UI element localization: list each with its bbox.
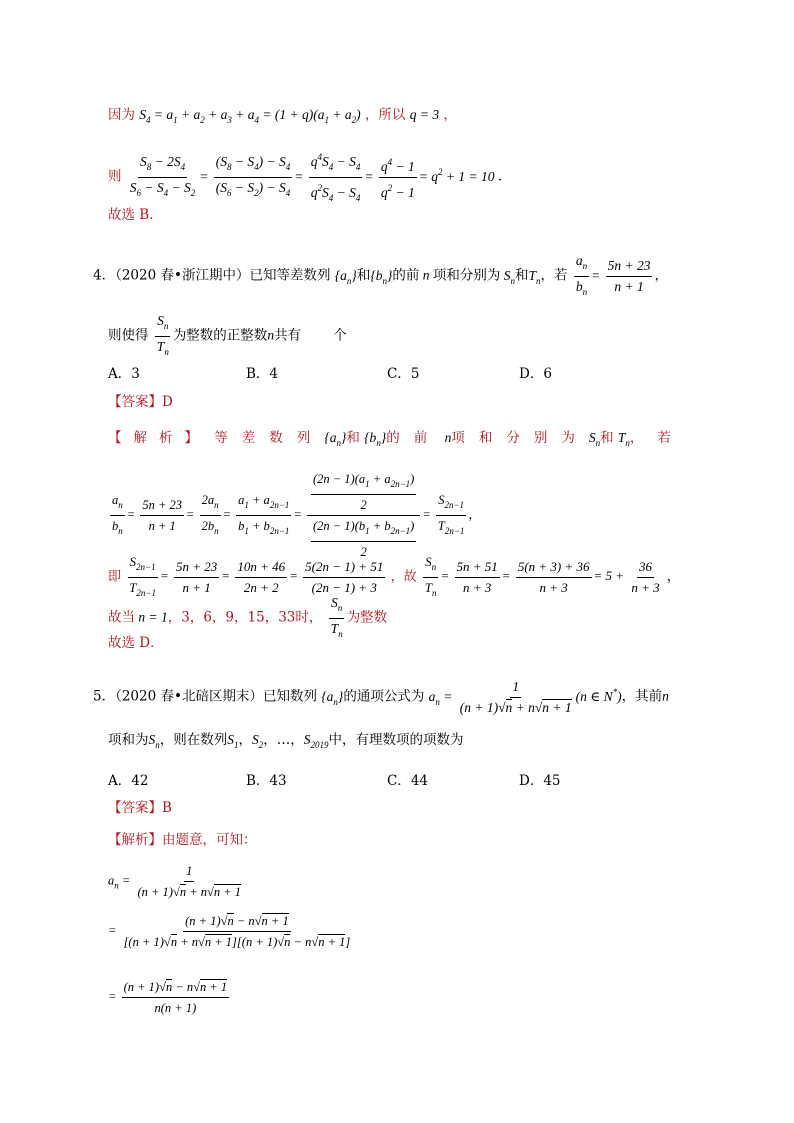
- q4-conclusion: 故选 D．: [108, 635, 164, 651]
- analysis-text: 等差数列: [214, 430, 325, 446]
- answer-tag: 【答案】: [108, 800, 162, 816]
- sol3-conclusion: 故选 B．: [108, 207, 163, 223]
- q4-option-b: B．4: [246, 366, 279, 382]
- q5-analysis-intro: [108, 831, 257, 849]
- q5-option-d: D．45: [519, 773, 561, 789]
- question-source: （2020 春•北碚区期末）: [115, 688, 263, 705]
- q4-text: 和: [356, 267, 371, 284]
- q4-text: ，: [654, 267, 668, 284]
- q4-analysis-line4: 故当 n = 1，3，6，9，15，33时， $\frac{S_n}{T_n}$ 为整数: [108, 595, 388, 639]
- q4-text: 共有: [274, 327, 302, 344]
- analysis-text: 为整数: [346, 609, 388, 626]
- sol3-text: ．: [497, 168, 512, 185]
- analysis-text: ，故: [390, 569, 417, 585]
- q5-derivation-3: = $\frac{(n + 1)√n - n√n + 1}{n(n + 1)}$: [108, 980, 228, 1015]
- q5-text: 项和为: [108, 732, 149, 748]
- question-source: （2020 春•浙江期中）: [115, 267, 250, 284]
- q5-stem-line1: 5．（2020 春•北碚区期末）已知数列 $\{a_n\}$的通项公式为 $a_n$ = $\frac{1}{(n + 1)√n + n√n + 1}$ (n ∈ N*)，其前n: [93, 679, 669, 715]
- q4-option-d: D．6: [519, 366, 552, 382]
- q5-derivation-1: $a_n$ = $\frac{1}{(n + 1)√n + n√n + 1}$: [108, 864, 242, 899]
- q5-derivation-2: = $\frac{(n + 1)√n - n√n + 1}{[(n + 1)√n + n√n + 1][(n + 1)√n - n√n + 1]}$: [108, 914, 351, 949]
- analysis-text: 和: [600, 430, 614, 446]
- q4-answer: [108, 393, 173, 411]
- q4-text: 则使得: [108, 327, 149, 344]
- analysis-text: 故当: [108, 609, 135, 626]
- analysis-text: ，: [666, 569, 680, 585]
- analysis-tag: 【解析】: [108, 832, 162, 848]
- question-number: 4．: [93, 267, 116, 284]
- q4-text: 项和分别为: [432, 267, 501, 284]
- q4-option-c: C．5: [387, 366, 420, 382]
- q5-text: 的通项公式为: [343, 688, 425, 705]
- q4-analysis-line1: 【解析】 等差数列$\{a_n\}$和 $\{b_n\}$的前 n项和分别为$S_n$和 $T_n$，若: [108, 430, 685, 448]
- sol3-text: ，所以: [364, 107, 406, 123]
- sol3-line1: 因为 $S_4 = a_1 + a_2 + a_3 + a_4 = (1 + q)(a_1 + a_2)$ ，所以 q = 3 ，: [108, 107, 457, 125]
- q4-text: 已知等差数列: [249, 267, 331, 284]
- q5-text: ，其前: [621, 688, 663, 705]
- analysis-text: 的前: [386, 430, 442, 446]
- q4-text: 和: [515, 267, 529, 284]
- q4-analysis-line3: 即 $\frac{S_{2n-1}}{T_{2n-1}}$ = $\frac{5n + 23}{n + 1}$ = $\frac{10n + 46}{2n + 2}$ = $\frac{5(2n - 1) + 51}{(2n - 1) + 3}$ ，故 $\frac{S_n}{T_n}$ = $\frac{5n + 51}{n + 3}$ = $\frac{5(n + 3) + 36}{n + 3}$ = 5 + $\frac{36}{n + 3}$ ，: [108, 554, 680, 598]
- answer-value: D: [162, 394, 173, 410]
- analysis-tag: 【解析】: [108, 430, 210, 446]
- analysis-text: ，3，6，9，15，33时，: [167, 609, 323, 626]
- sol3-line2: 则 $\frac{S_8 - 2S_4}{S_6 - S_4 - S_2}$ = $\frac{(S_8 - S_4) - S_4}{(S_6 - S_2) - S_4}$ = $\frac{q^4S_4 - S_4}{q^2S_4 - S_4}$ = $\frac{q^4 - 1}{q^2 - 1}$ = $q^2 + 1 = 10$ ．: [108, 148, 511, 207]
- q5-text: 中，有理数项的项数为: [328, 732, 464, 748]
- q4-analysis-line2: $\frac{a_n}{b_n}$ = $\frac{5n + 23}{n + 1}$ = $\frac{2a_n}{2b_n}$ = $\frac{a_1 + a_{2n-1}}{b_1 + b_{2n-1}}$ = $\frac{\frac{(2n - 1)(a_1 + a_{2n-1})}{2}}{\frac{(2n - 1)(b_1 + b_{2n-1})}{2}}$ = $\frac{S_{2n-1}}{T_{2n-1}}$ ，: [112, 472, 481, 559]
- analysis-text: ，若: [629, 430, 685, 446]
- q4-option-a: A．3: [108, 366, 140, 382]
- q5-text: ，则在数列: [159, 732, 228, 748]
- analysis-text: 和: [346, 430, 360, 446]
- answer-value: B: [162, 800, 172, 816]
- q4-stem-line1: 4．（2020 春•浙江期中）已知等差数列 $\{a_n\}$和$\{b_n\}$的前 n 项和分别为 $S_n$和$T_n$，若 $\frac{a_n}{b_n}$ = $\frac{5n + 23}{n + 1}$ ，: [93, 253, 668, 297]
- question-number: 5．: [93, 688, 116, 705]
- analysis-text: 即: [108, 569, 122, 585]
- answer-tag: 【答案】: [108, 394, 162, 410]
- q4-stem-line2: 则使得 $\frac{S_n}{T_n}$ 为整数的正整数n共有 个: [108, 313, 347, 357]
- analysis-text: 项和分别为: [451, 430, 589, 446]
- q5-stem-line2: 项和为$S_n$，则在数列$S_1$，$S_2$，…，$S_{2019}$中，有理数项的项数为: [108, 732, 464, 750]
- sol3-text: 因为: [108, 107, 140, 123]
- q4-text: 个: [333, 327, 347, 344]
- q5-option-a: A．42: [108, 773, 149, 789]
- q4-text: ，若: [540, 267, 568, 284]
- q4-text: 的前: [392, 267, 420, 284]
- q5-answer: [108, 799, 172, 817]
- analysis-text: 由题意，可知：: [162, 832, 257, 848]
- q5-option-c: C．44: [387, 773, 429, 789]
- q4-text: 为整数的正整数: [172, 327, 268, 344]
- sol3-text: 则: [108, 168, 122, 185]
- q5-option-b: B．43: [246, 773, 287, 789]
- q5-text: 已知数列: [262, 688, 317, 705]
- sol3-text: ，: [443, 107, 457, 123]
